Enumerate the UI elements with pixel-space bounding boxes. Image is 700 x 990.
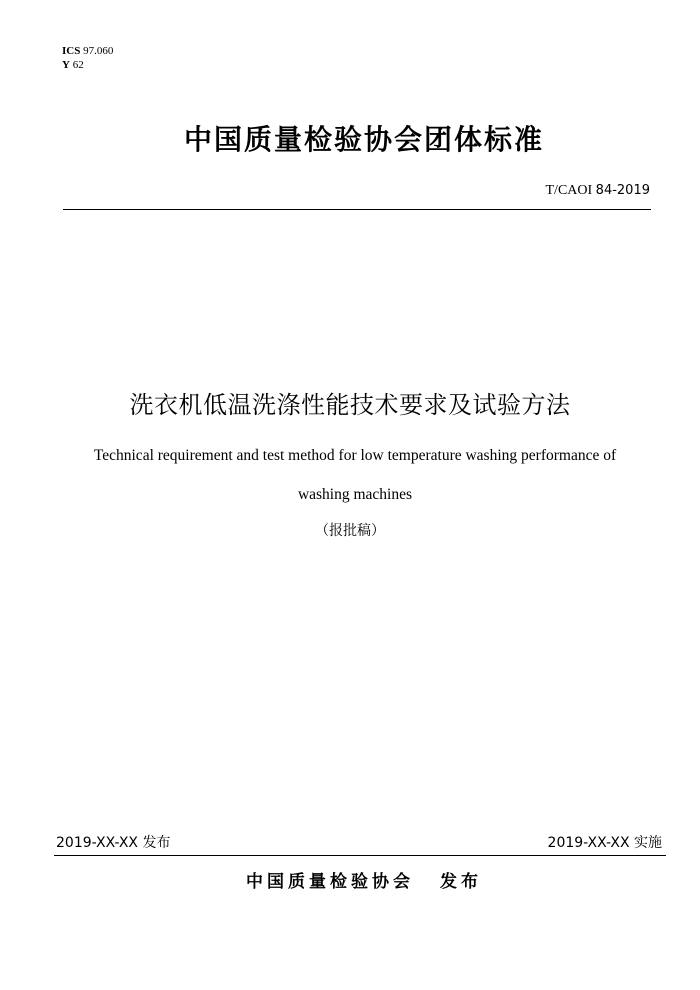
issue-date: 2019-XX-XX 发布 [56, 835, 171, 851]
ics-label: ICS [62, 45, 81, 57]
english-title-line-1: Technical requirement and test method for low temperature washing performance of [93, 447, 617, 464]
ics-code: 97.060 [83, 45, 114, 57]
top-divider [63, 209, 651, 210]
draft-status: （报批稿） [315, 523, 385, 539]
english-title-line-2: washing machines [297, 486, 413, 503]
publisher-action: 发布 [440, 872, 482, 892]
standard-prefix: T/CAOI [545, 183, 593, 198]
standard-number [546, 183, 651, 199]
publisher-org: 中国质量检验协会 [246, 872, 414, 892]
standard-code: 84-2019 [595, 183, 650, 198]
publisher-line [0, 867, 700, 892]
class-code: 62 [72, 59, 84, 71]
implementation-date: 2019-XX-XX 实施 [547, 835, 662, 851]
classification-codes [62, 44, 113, 72]
document-title-chinese: 洗衣机低温洗涤性能技术要求及试验方法 [129, 391, 571, 419]
organization-title: 中国质量检验协会团体标准 [183, 123, 544, 156]
class-label: Y [62, 59, 70, 71]
class-line [62, 58, 113, 72]
ics-line [62, 44, 113, 58]
document-title-english [60, 436, 650, 514]
bottom-divider [54, 855, 666, 856]
